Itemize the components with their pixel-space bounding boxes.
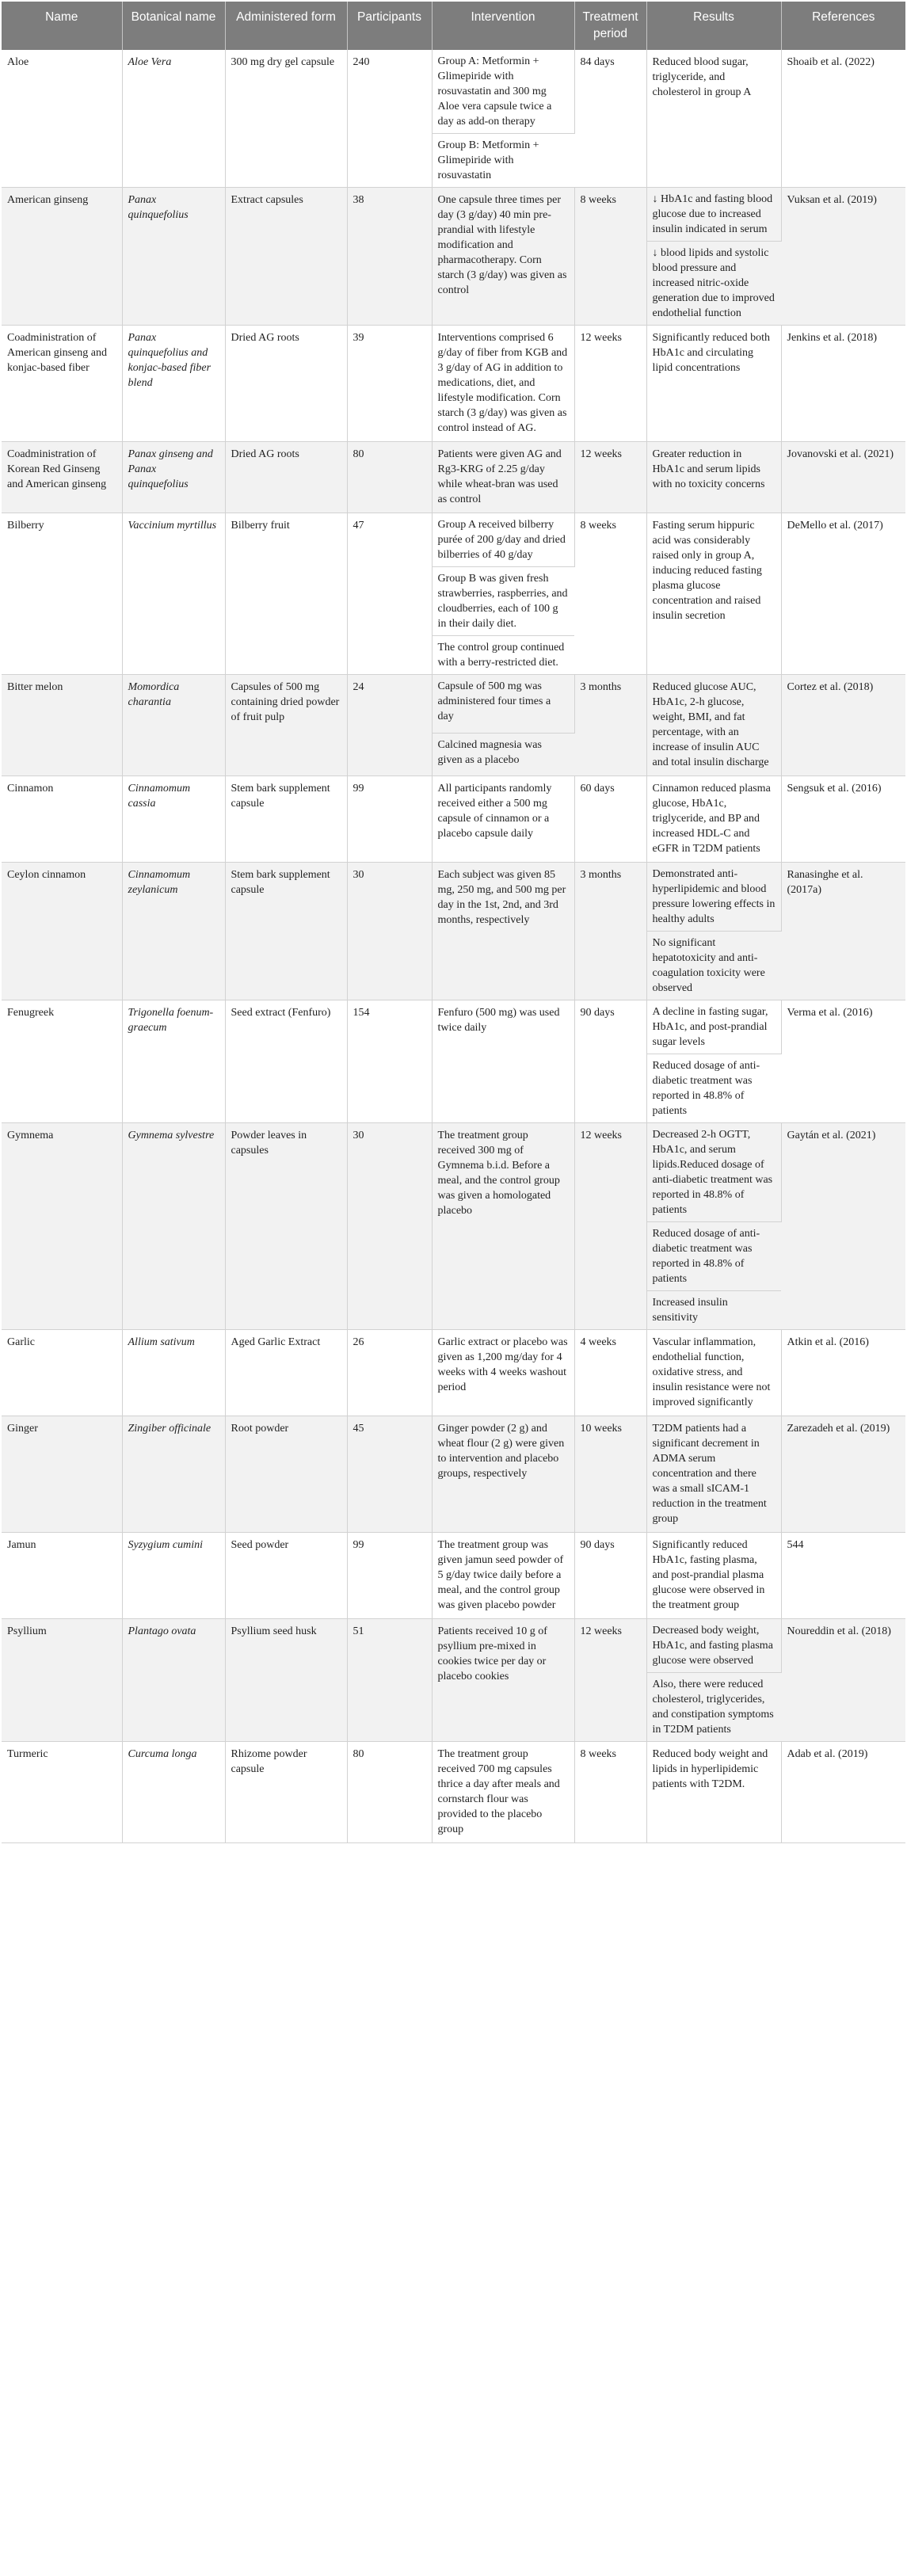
table-row <box>2 188 905 242</box>
administered-form-cell: Dried AG roots <box>225 442 347 513</box>
references-cell: Adab et al. (2019) <box>781 1742 905 1843</box>
treatment-period-cell: 12 weeks <box>574 1123 646 1330</box>
administered-form-cell: Stem bark supplement capsule <box>225 863 347 1000</box>
table-row <box>2 1330 905 1416</box>
results-cell: Significantly reduced HbA1c, fasting plasma, and post-prandial plasma glucose were observed in the treatment group <box>646 1533 781 1619</box>
references-cell: Shoaib et al. (2022) <box>781 50 905 188</box>
header-administered-form: Administered form <box>225 2 347 50</box>
header-treatment-period: Treatment period <box>574 2 646 50</box>
intervention-cell: The treatment group was given jamun seed powder of 5 g/day twice daily before a meal, and the control group was given placebo powder <box>432 1533 574 1619</box>
participants-cell: 26 <box>347 1330 432 1416</box>
table-row <box>2 675 905 734</box>
references-cell: Jenkins et al. (2018) <box>781 326 905 442</box>
results-cell: Reduced dosage of anti-diabetic treatment was reported in 48.8% of patients <box>646 1222 781 1291</box>
participants-cell: 154 <box>347 1000 432 1123</box>
botanical-name-cell: Gymnema sylvestre <box>122 1123 225 1330</box>
intervention-cell: Patients were given AG and Rg3-KRG of 2.25 g/day while wheat-bran was used as control <box>432 442 574 513</box>
administered-form-cell: Rhizome powder capsule <box>225 1742 347 1843</box>
treatment-period-cell: 12 weeks <box>574 442 646 513</box>
administered-form-cell: Capsules of 500 mg containing dried powder of fruit pulp <box>225 675 347 776</box>
intervention-cell: The control group continued with a berry-restricted diet. <box>432 636 574 675</box>
table-row <box>2 1619 905 1673</box>
intervention-cell: The treatment group received 700 mg capsules thrice a day after meals and cornstarch flour was provided to the placebo group <box>432 1742 574 1843</box>
header-results: Results <box>646 2 781 50</box>
results-cell: Fasting serum hippuric acid was considerably raised only in group A, inducing reduced fasting plasma glucose concentration and raised insulin secretion <box>646 513 781 675</box>
name-cell: Ginger <box>2 1416 122 1533</box>
intervention-cell: Capsule of 500 mg was administered four times a day <box>432 675 574 734</box>
results-cell: Reduced blood sugar, triglyceride, and cholesterol in group A <box>646 50 781 188</box>
results-cell: Decreased 2-h OGTT, HbA1c, and serum lipids.Reduced dosage of anti-diabetic treatment was reported in 48.8% of patients <box>646 1123 781 1222</box>
intervention-cell: Interventions comprised 6 g/day of fiber from KGB and 3 g/day of AG in addition to medications, diet, and lifestyle modification. Corn starch (3 g/day) was given as control instead of AG. <box>432 326 574 442</box>
references-cell: Zarezadeh et al. (2019) <box>781 1416 905 1533</box>
name-cell: Ceylon cinnamon <box>2 863 122 1000</box>
administered-form-cell: Bilberry fruit <box>225 513 347 675</box>
intervention-cell: Group B: Metformin + Glimepiride with rosuvastatin <box>432 134 574 188</box>
header-participants: Participants <box>347 2 432 50</box>
treatment-period-cell: 8 weeks <box>574 513 646 675</box>
table-container <box>2 2 905 1843</box>
references-cell: Ranasinghe et al. (2017a) <box>781 863 905 1000</box>
participants-cell: 80 <box>347 1742 432 1843</box>
results-cell: Greater reduction in HbA1c and serum lipids with no toxicity concerns <box>646 442 781 513</box>
participants-cell: 30 <box>347 1123 432 1330</box>
botanical-name-cell: Trigonella foenum-graecum <box>122 1000 225 1123</box>
botanical-name-cell: Plantago ovata <box>122 1619 225 1742</box>
table-row <box>2 442 905 513</box>
botanical-name-cell: Panax quinquefolius and konjac-based fiber blend <box>122 326 225 442</box>
participants-cell: 51 <box>347 1619 432 1742</box>
treatment-period-cell: 12 weeks <box>574 326 646 442</box>
botanical-name-cell: Zingiber officinale <box>122 1416 225 1533</box>
administered-form-cell: Dried AG roots <box>225 326 347 442</box>
references-cell: Cortez et al. (2018) <box>781 675 905 776</box>
botanical-name-cell: Cinnamomum zeylanicum <box>122 863 225 1000</box>
treatment-period-cell: 90 days <box>574 1533 646 1619</box>
botanical-name-cell: Cinnamomum cassia <box>122 776 225 863</box>
results-cell: No significant hepatotoxicity and anti-coagulation toxicity were observed <box>646 932 781 1000</box>
results-cell: ↓ blood lipids and systolic blood pressure and increased nitric-oxide generation due to improved endothelial function <box>646 242 781 326</box>
treatment-period-cell: 3 months <box>574 863 646 1000</box>
administered-form-cell: Root powder <box>225 1416 347 1533</box>
intervention-cell: The treatment group received 300 mg of Gymnema b.i.d. Before a meal, and the control group was given a homologated placebo <box>432 1123 574 1330</box>
table-row <box>2 513 905 567</box>
header-botanical-name: Botanical name <box>122 2 225 50</box>
results-cell: Cinnamon reduced plasma glucose, HbA1c, triglyceride, and BP and increased HDL-C and eGFR in T2DM patients <box>646 776 781 863</box>
results-cell: Also, there were reduced cholesterol, triglycerides, and constipation symptoms in T2DM patients <box>646 1673 781 1742</box>
participants-cell: 38 <box>347 188 432 326</box>
references-cell: Jovanovski et al. (2021) <box>781 442 905 513</box>
participants-cell: 80 <box>347 442 432 513</box>
participants-cell: 47 <box>347 513 432 675</box>
treatment-period-cell: 90 days <box>574 1000 646 1123</box>
name-cell: Cinnamon <box>2 776 122 863</box>
treatment-period-cell: 10 weeks <box>574 1416 646 1533</box>
botanical-name-cell: Panax ginseng and Panax quinquefolius <box>122 442 225 513</box>
name-cell: Turmeric <box>2 1742 122 1843</box>
intervention-cell: Patients received 10 g of psyllium pre-mixed in cookies twice per day or placebo cookies <box>432 1619 574 1742</box>
botanical-name-cell: Allium sativum <box>122 1330 225 1416</box>
participants-cell: 99 <box>347 1533 432 1619</box>
references-cell: Gaytán et al. (2021) <box>781 1123 905 1330</box>
name-cell: Jamun <box>2 1533 122 1619</box>
references-cell: Sengsuk et al. (2016) <box>781 776 905 863</box>
name-cell: Bilberry <box>2 513 122 675</box>
botanical-name-cell: Aloe Vera <box>122 50 225 188</box>
header-row <box>2 2 905 50</box>
participants-cell: 240 <box>347 50 432 188</box>
intervention-cell: Group B was given fresh strawberries, raspberries, and cloudberries, each of 100 g in their daily diet. <box>432 567 574 636</box>
treatment-period-cell: 4 weeks <box>574 1330 646 1416</box>
header-references: References <box>781 2 905 50</box>
table-body <box>2 50 905 1843</box>
botanical-name-cell: Momordica charantia <box>122 675 225 776</box>
intervention-cell: All participants randomly received either a 500 mg capsule of cinnamon or a placebo capsule daily <box>432 776 574 863</box>
administered-form-cell: Psyllium seed husk <box>225 1619 347 1742</box>
intervention-cell: Ginger powder (2 g) and wheat flour (2 g) were given to intervention and placebo groups, respectively <box>432 1416 574 1533</box>
name-cell: Coadministration of American ginseng and konjac-based fiber <box>2 326 122 442</box>
intervention-cell: One capsule three times per day (3 g/day) 40 min pre-prandial with lifestyle modification and pharmacotherapy. Corn starch (3 g/day) was given as control <box>432 188 574 326</box>
participants-cell: 45 <box>347 1416 432 1533</box>
results-cell: Reduced glucose AUC, HbA1c, 2-h glucose, weight, BMI, and fat percentage, with an increase of insulin AUC and total insulin discharge <box>646 675 781 776</box>
results-cell: ↓ HbA1c and fasting blood glucose due to increased insulin indicated in serum <box>646 188 781 242</box>
name-cell: Gymnema <box>2 1123 122 1330</box>
administered-form-cell: Stem bark supplement capsule <box>225 776 347 863</box>
name-cell: Bitter melon <box>2 675 122 776</box>
results-cell: Reduced body weight and lipids in hyperlipidemic patients with T2DM. <box>646 1742 781 1843</box>
results-cell: Demonstrated anti-hyperlipidemic and blood pressure lowering effects in healthy adults <box>646 863 781 932</box>
participants-cell: 30 <box>347 863 432 1000</box>
name-cell: Coadministration of Korean Red Ginseng and American ginseng <box>2 442 122 513</box>
treatment-period-cell: 8 weeks <box>574 188 646 326</box>
header-intervention: Intervention <box>432 2 574 50</box>
clinical-trials-table <box>2 2 905 1843</box>
participants-cell: 99 <box>347 776 432 863</box>
table-row <box>2 1533 905 1619</box>
name-cell: Psyllium <box>2 1619 122 1742</box>
table-row <box>2 50 905 134</box>
references-cell: Vuksan et al. (2019) <box>781 188 905 326</box>
references-cell: 544 <box>781 1533 905 1619</box>
references-cell: Verma et al. (2016) <box>781 1000 905 1123</box>
treatment-period-cell: 8 weeks <box>574 1742 646 1843</box>
table-row <box>2 326 905 442</box>
intervention-cell: Each subject was given 85 mg, 250 mg, and 500 mg per day in the 1st, 2nd, and 3rd months, respectively <box>432 863 574 1000</box>
results-cell: T2DM patients had a significant decrement in ADMA serum concentration and there was a small sICAM-1 reduction in the treatment group <box>646 1416 781 1533</box>
administered-form-cell: Extract capsules <box>225 188 347 326</box>
intervention-cell: Group A received bilberry purée of 200 g/day and dried bilberries of 40 g/day <box>432 513 574 567</box>
header-name: Name <box>2 2 122 50</box>
name-cell: Garlic <box>2 1330 122 1416</box>
intervention-cell: Garlic extract or placebo was given as 1,200 mg/day for 4 weeks with 4 weeks washout period <box>432 1330 574 1416</box>
botanical-name-cell: Curcuma longa <box>122 1742 225 1843</box>
intervention-cell: Group A: Metformin + Glimepiride with rosuvastatin and 300 mg Aloe vera capsule twice a day as add-on therapy <box>432 50 574 134</box>
table-row <box>2 1000 905 1054</box>
name-cell: American ginseng <box>2 188 122 326</box>
treatment-period-cell: 60 days <box>574 776 646 863</box>
administered-form-cell: 300 mg dry gel capsule <box>225 50 347 188</box>
administered-form-cell: Seed extract (Fenfuro) <box>225 1000 347 1123</box>
intervention-cell: Calcined magnesia was given as a placebo <box>432 734 574 776</box>
references-cell: Noureddin et al. (2018) <box>781 1619 905 1742</box>
botanical-name-cell: Syzygium cumini <box>122 1533 225 1619</box>
intervention-cell: Fenfuro (500 mg) was used twice daily <box>432 1000 574 1123</box>
references-cell: Atkin et al. (2016) <box>781 1330 905 1416</box>
botanical-name-cell: Panax quinquefolius <box>122 188 225 326</box>
name-cell: Aloe <box>2 50 122 188</box>
participants-cell: 24 <box>347 675 432 776</box>
administered-form-cell: Seed powder <box>225 1533 347 1619</box>
results-cell: Reduced dosage of anti-diabetic treatment was reported in 48.8% of patients <box>646 1054 781 1123</box>
results-cell: Vascular inflammation, endothelial function, oxidative stress, and insulin resistance were not improved significantly <box>646 1330 781 1416</box>
results-cell: Significantly reduced both HbA1c and circulating lipid concentrations <box>646 326 781 442</box>
table-row <box>2 1123 905 1222</box>
table-row <box>2 776 905 863</box>
results-cell: Decreased body weight, HbA1c, and fasting plasma glucose were observed <box>646 1619 781 1673</box>
table-row <box>2 863 905 932</box>
participants-cell: 39 <box>347 326 432 442</box>
name-cell: Fenugreek <box>2 1000 122 1123</box>
references-cell: DeMello et al. (2017) <box>781 513 905 675</box>
administered-form-cell: Aged Garlic Extract <box>225 1330 347 1416</box>
results-cell: Increased insulin sensitivity <box>646 1291 781 1330</box>
table-row <box>2 1416 905 1533</box>
treatment-period-cell: 12 weeks <box>574 1619 646 1742</box>
table-row <box>2 1742 905 1843</box>
treatment-period-cell: 3 months <box>574 675 646 776</box>
treatment-period-cell: 84 days <box>574 50 646 188</box>
administered-form-cell: Powder leaves in capsules <box>225 1123 347 1330</box>
botanical-name-cell: Vaccinium myrtillus <box>122 513 225 675</box>
results-cell: A decline in fasting sugar, HbA1c, and post-prandial sugar levels <box>646 1000 781 1054</box>
